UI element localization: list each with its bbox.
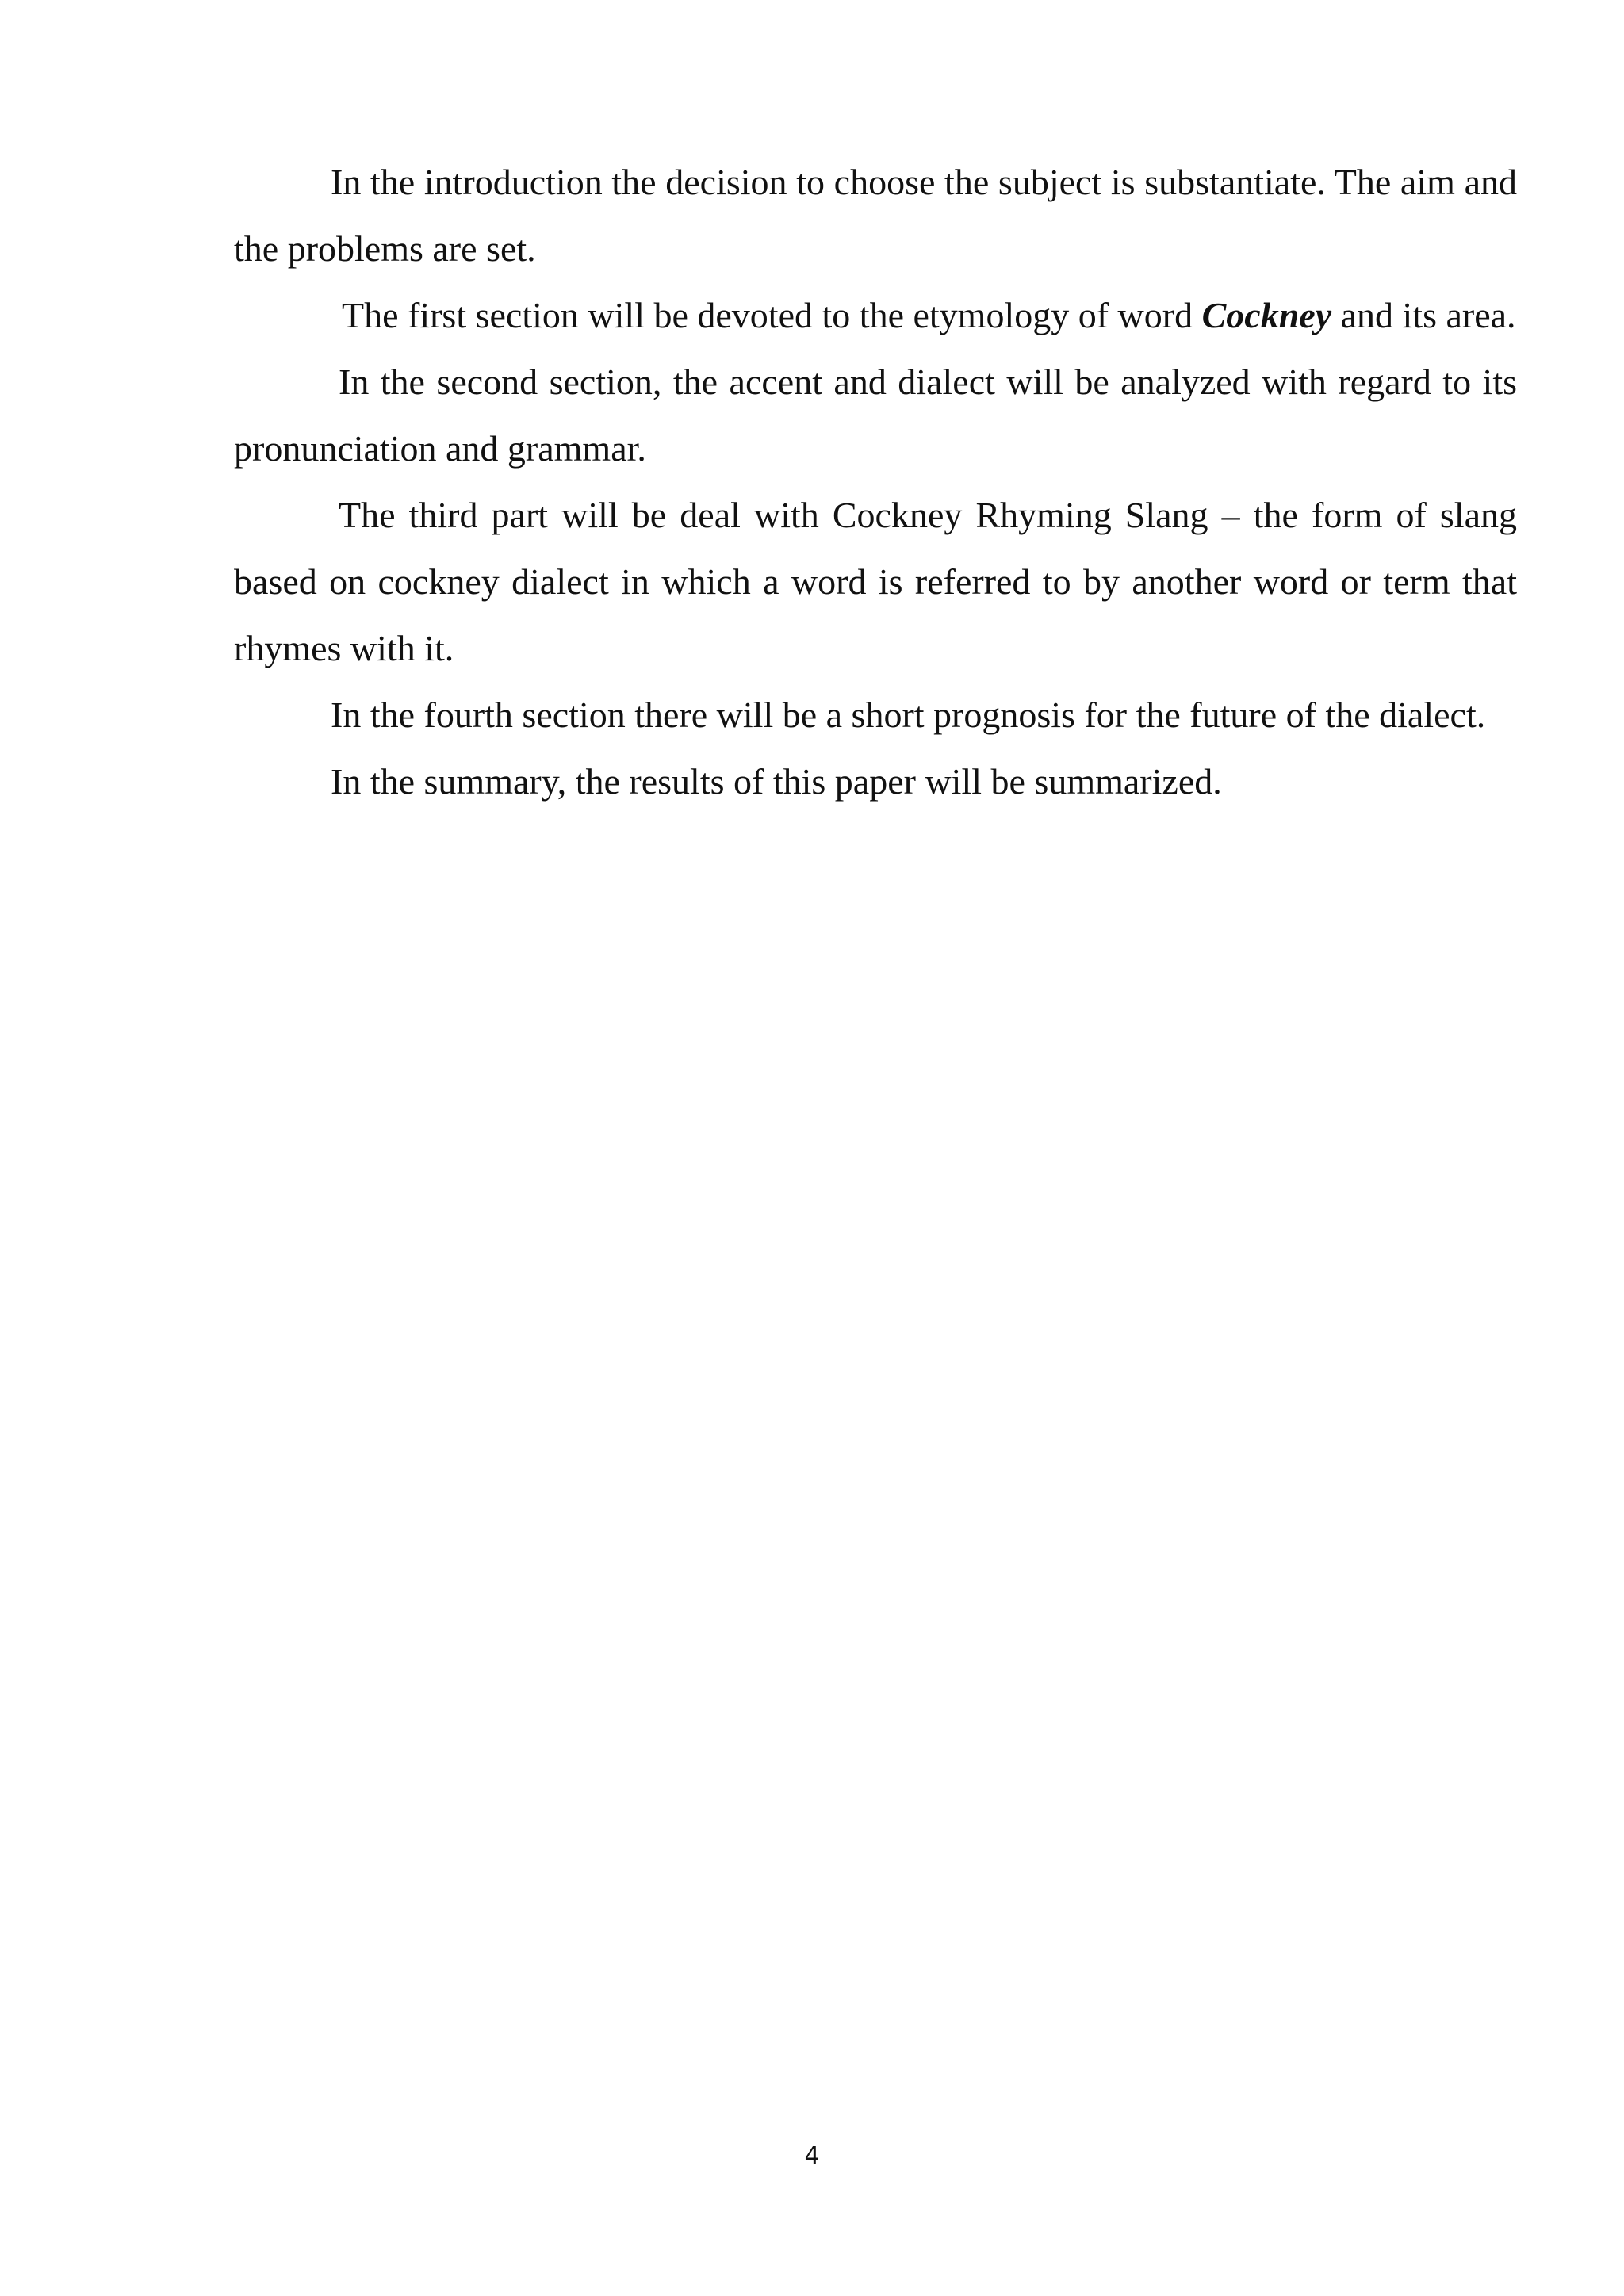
- paragraph-first-section: [234, 282, 1517, 349]
- body-text: [234, 149, 1517, 815]
- paragraph-summary: In the summary, the results of this paper will be summarized.: [331, 761, 1222, 802]
- paragraph-first-section-tail: and its area.: [1331, 295, 1516, 335]
- paragraph-third-part: The third part will be deal with Cockney Rhyming Slang – the form of slang based on cockney dialect in which a word is referred to by another word or term that rhymes with it.: [234, 495, 1517, 668]
- paragraph-fourth-section: In the fourth section there will be a short prognosis for the future of the dialect.: [331, 695, 1486, 735]
- cockney-emphasis: Cockney: [1201, 295, 1332, 335]
- paragraph-first-section-text: The first section will be devoted to the etymology of word: [342, 295, 1202, 335]
- paragraph-introduction: In the introduction the decision to choose the subject is substantiate. The aim and the problems are set.: [234, 162, 1517, 269]
- paragraph-second-section: In the second section, the accent and dialect will be analyzed with regard to its pronunciation and grammar.: [234, 362, 1517, 469]
- page-number: 4: [804, 2142, 820, 2170]
